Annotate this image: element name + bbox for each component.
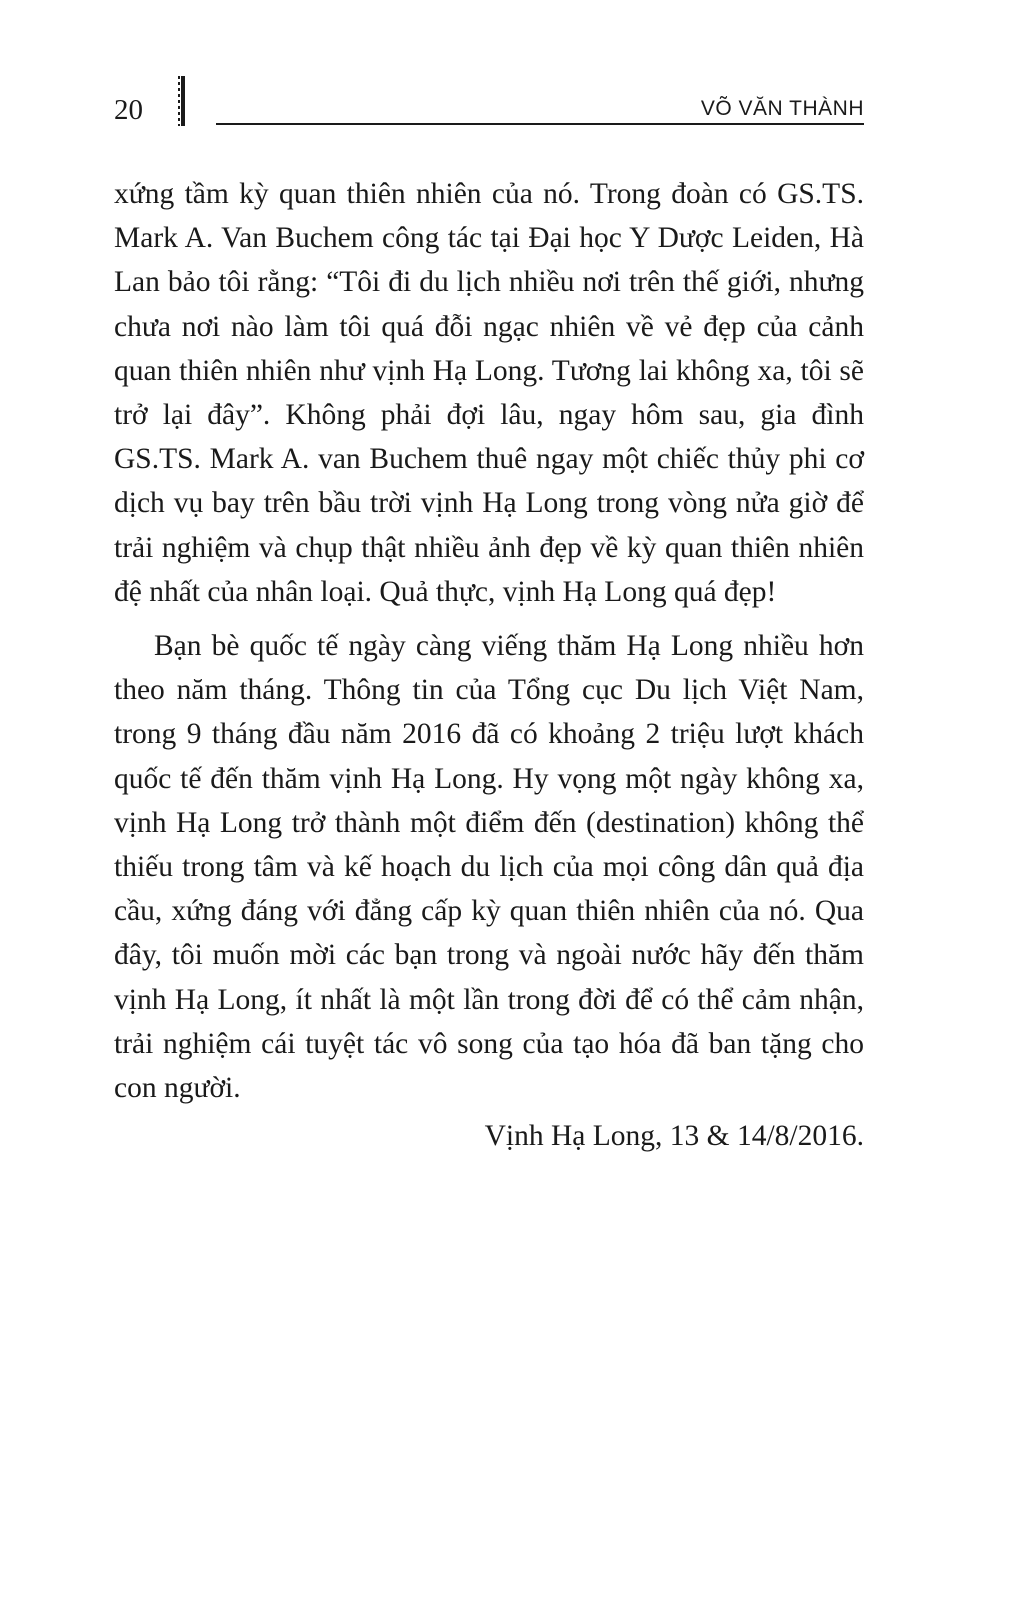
- header-rule: [216, 123, 864, 125]
- header-divider-ornament: [178, 76, 180, 126]
- paragraph-continued: xứng tầm kỳ quan thiên nhiên của nó. Trong đoàn có GS.TS. Mark A. Van Buchem công tác tại Đại học Y Dược Leiden, Hà Lan bảo tôi rằng: “Tôi đi du lịch nhiều nơi trên thế giới, nhưng chưa nơi nào làm tôi quá đỗi ngạc nhiên về vẻ đẹp của cảnh quan thiên nhiên như vịnh Hạ Long. Tương lai không xa, tôi sẽ trở lại đây”. Không phải đợi lâu, ngay hôm sau, gia đình GS.TS. Mark A. van Buchem thuê ngay một chiếc thủy phi cơ dịch vụ bay trên bầu trời vịnh Hạ Long trong vòng nửa giờ để trải nghiệm và chụp thật nhiều ảnh đẹp về kỳ quan thiên nhiên đệ nhất của nhân loại. Quả thực, vịnh Hạ Long quá đẹp!: [114, 178, 864, 608]
- running-head-author: VÕ VĂN THÀNH: [700, 97, 864, 120]
- paragraph: Bạn bè quốc tế ngày càng viếng thăm Hạ Long nhiều hơn theo năm tháng. Thông tin của Tổng cục Du lịch Việt Nam, trong 9 tháng đầu năm 2016 đã có khoảng 2 triệu lượt khách quốc tế đến thăm vịnh Hạ Long. Hy vọng một ngày không xa, vịnh Hạ Long trở thành một điểm đến (destination) không thể thiếu trong tâm và kế hoạch du lịch của mọi công dân quả địa cầu, xứng đáng với đẳng cấp kỳ quan thiên nhiên của nó. Qua đây, tôi muốn mời các bạn trong và ngoài nước hãy đến thăm vịnh Hạ Long, ít nhất là một lần trong đời để có thể cảm nhận, trải nghiệm cái tuyệt tác vô song của tạo hóa đã ban tặng cho con người.: [114, 630, 864, 1105]
- body-text: [114, 172, 864, 1158]
- place-date-signature: Vịnh Hạ Long, 13 & 14/8/2016.: [484, 1120, 864, 1153]
- page-number: 20: [114, 94, 143, 126]
- header-divider-bar: [181, 76, 185, 126]
